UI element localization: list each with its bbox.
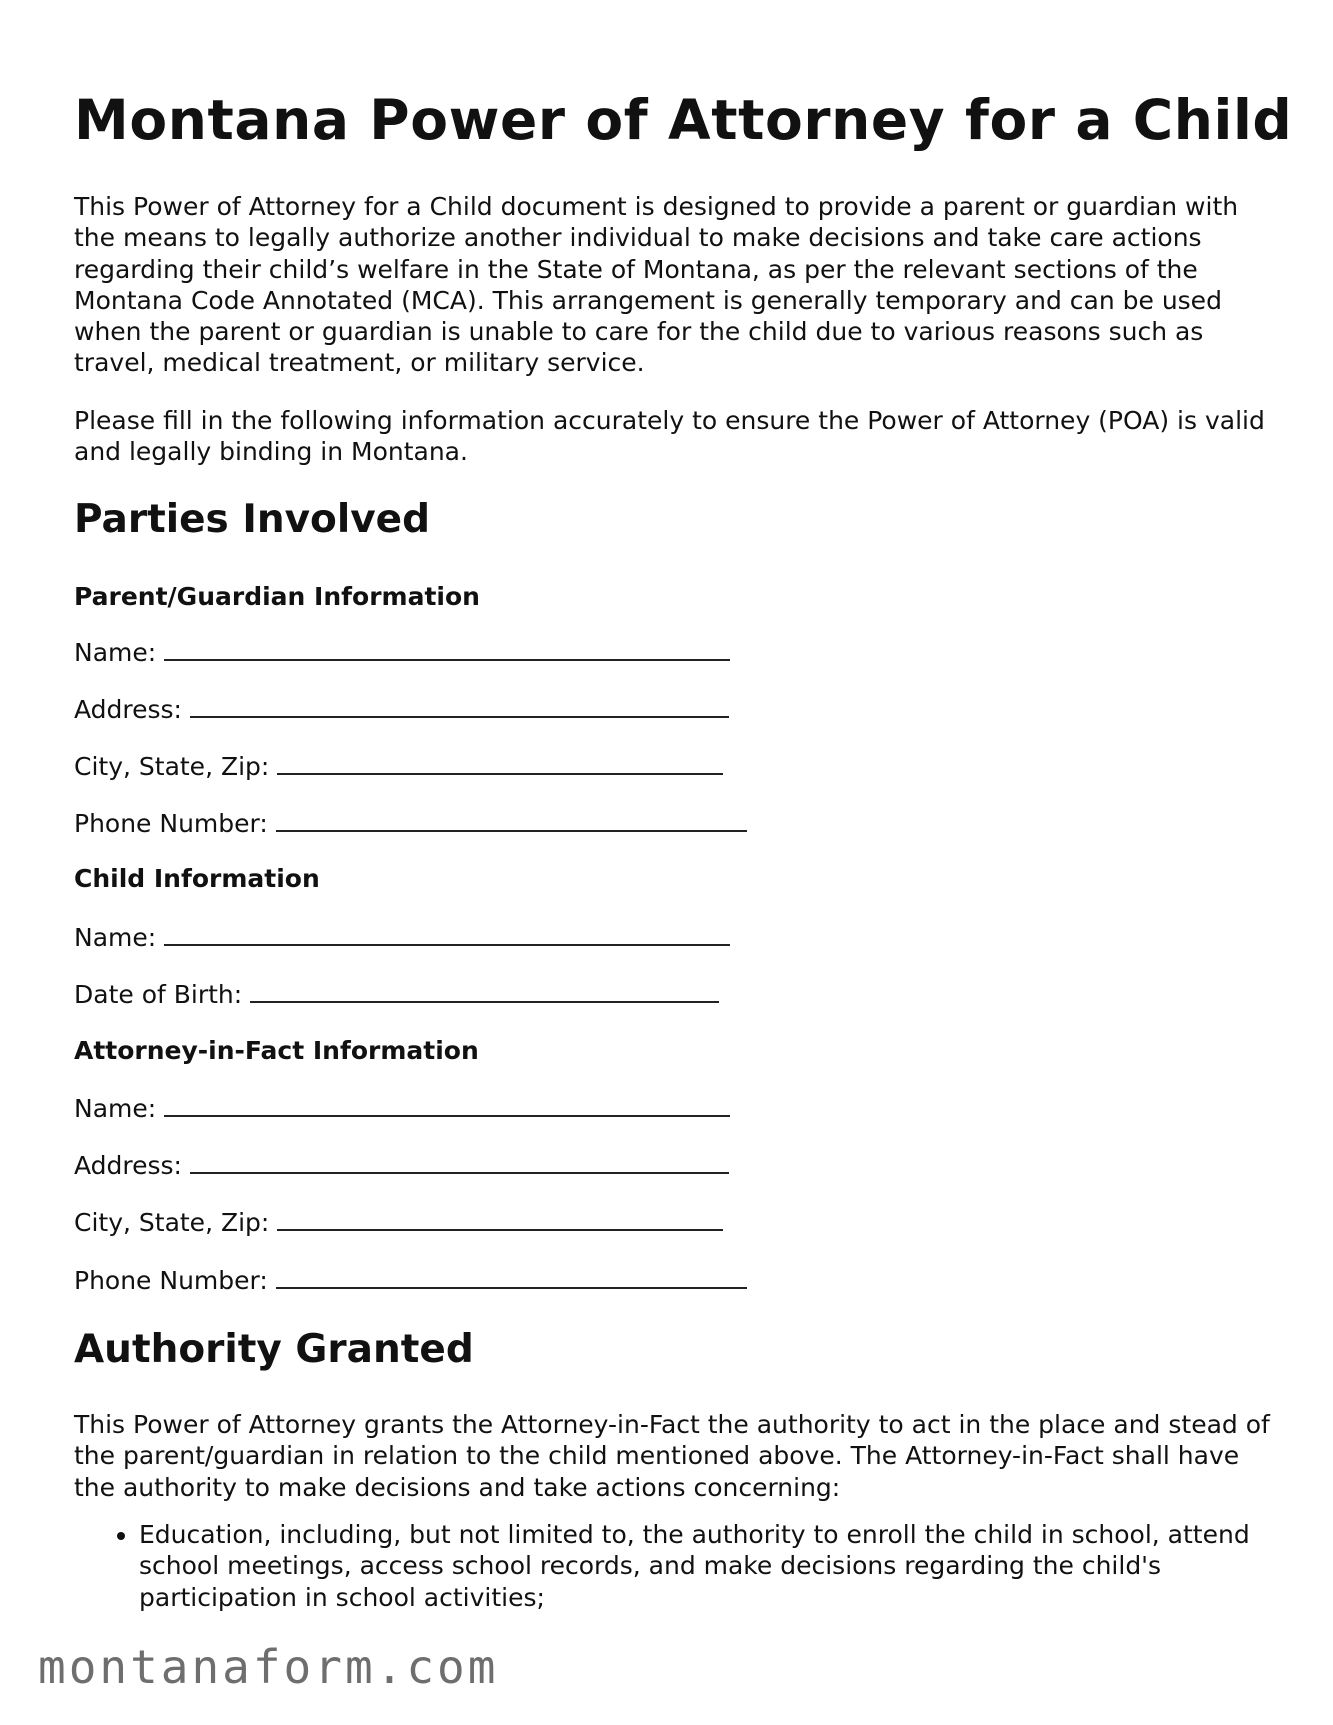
parent-name-field[interactable] [74,637,730,667]
parent-name-blank[interactable] [164,637,730,661]
child-name-blank[interactable] [164,922,730,946]
field-label: Name: [74,923,157,952]
parties-heading: Parties Involved [74,497,430,542]
document-title: Montana Power of Attorney for a Child [74,88,1293,152]
attorney-city-blank[interactable] [277,1207,723,1231]
watermark: montanaform.com [38,1640,499,1694]
parent-city-blank[interactable] [277,751,723,775]
authority-list [74,1519,1289,1613]
authority-heading: Authority Granted [74,1327,474,1372]
attorney-section-heading: Attorney-in-Fact Information [74,1036,479,1065]
field-label: Name: [74,638,157,667]
child-name-field[interactable] [74,922,730,952]
authority-paragraph: This Power of Attorney grants the Attorney-in-Fact the authority to act in the place and stead of the parent/guardian in relation to the child mentioned above. The Attorney-in-Fact shall have the authority to make decisions and take actions concerning: [74,1410,1270,1502]
parent-phone-field[interactable] [74,808,747,838]
attorney-city-field[interactable] [74,1207,723,1237]
parent-section-heading: Parent/Guardian Information [74,582,480,611]
attorney-name-field[interactable] [74,1093,730,1123]
intro-paragraph: This Power of Attorney for a Child document is designed to provide a parent or guardian with the means to legally authorize another individual to make decisions and take care actions regarding their child’s welfare in the State of Montana, as per the relevant sections of the Montana Code Annotated (MCA). This arrangement is generally temporary and can be used when the parent or guardian is unable to care for the child due to various reasons such as travel, medical treatment, or military service. [74,192,1239,378]
child-section-heading: Child Information [74,864,320,893]
attorney-address-blank[interactable] [190,1150,729,1174]
child-dob-field[interactable] [74,979,719,1009]
parent-address-field[interactable] [74,694,729,724]
field-label: Date of Birth: [74,980,243,1009]
instructions-paragraph: Please fill in the following information accurately to ensure the Power of Attorney (POA) is valid and legally binding in Montana. [74,406,1265,467]
parent-address-blank[interactable] [190,694,729,718]
field-label: Phone Number: [74,809,268,838]
parent-phone-blank[interactable] [276,808,747,832]
attorney-address-field[interactable] [74,1150,729,1180]
field-label: City, State, Zip: [74,1208,270,1237]
list-item: • Education, including, but not limited to, the authority to enroll the child in school, attend school meetings, access school records, and make decisions regarding the child's participation in school activities; [139,1519,1289,1613]
field-label: Address: [74,1151,182,1180]
field-label: Phone Number: [74,1266,268,1295]
field-label: Address: [74,695,182,724]
attorney-phone-blank[interactable] [276,1265,747,1289]
child-dob-blank[interactable] [250,979,719,1003]
parent-city-field[interactable] [74,751,723,781]
attorney-phone-field[interactable] [74,1265,747,1295]
field-label: Name: [74,1094,157,1123]
field-label: City, State, Zip: [74,752,270,781]
attorney-name-blank[interactable] [164,1093,730,1117]
